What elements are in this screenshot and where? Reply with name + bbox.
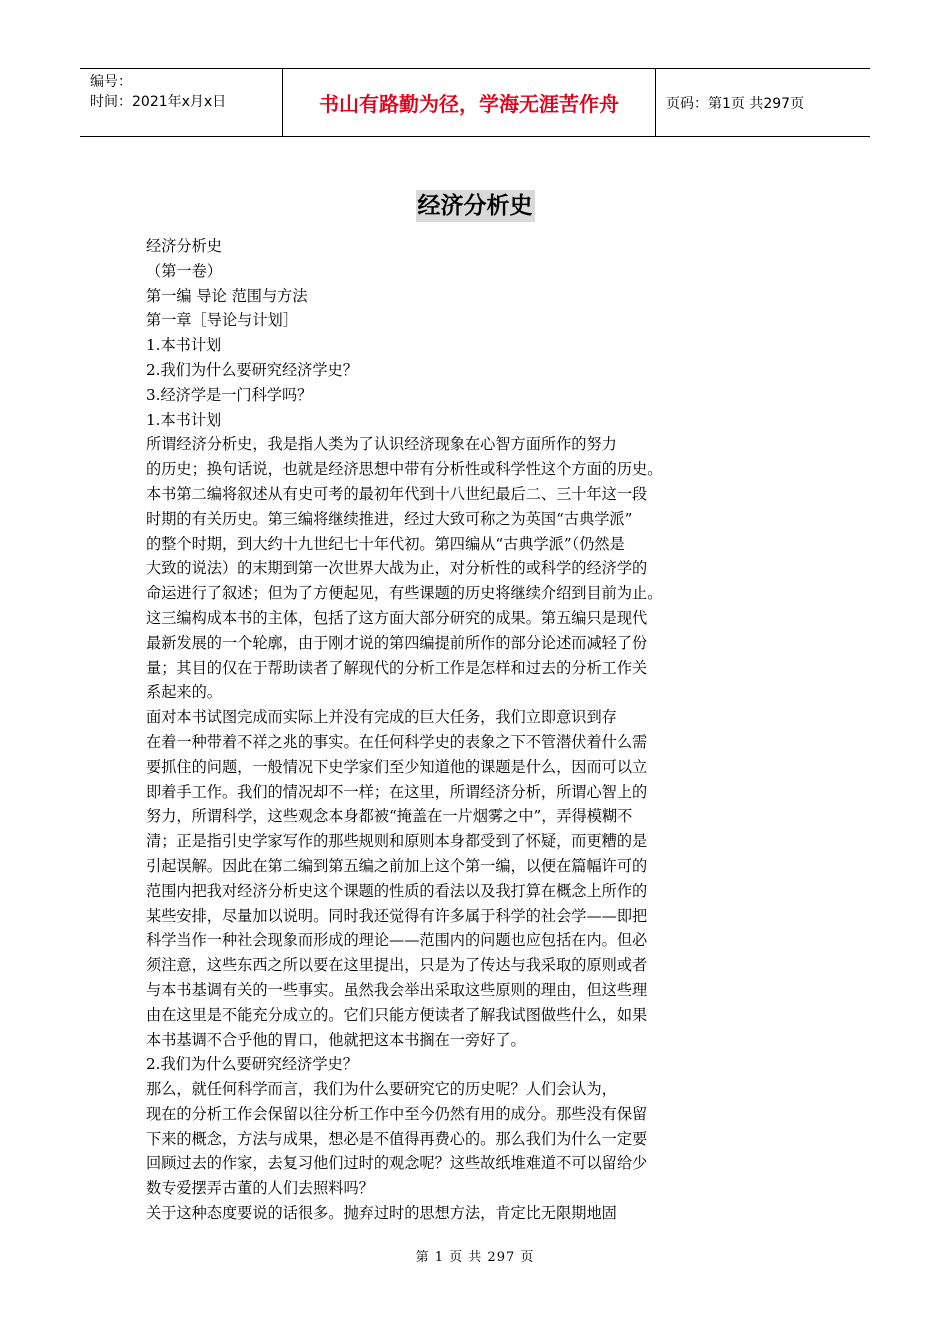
- header-meta: [80, 69, 283, 136]
- body-line: 数专爱摆弄古董的人们去照料吗？: [146, 1179, 374, 1198]
- body-line: 第一编 导论 范围与方法: [146, 286, 308, 305]
- body-line: 量；其目的仅在于帮助读者了解现代的分析工作是怎样和过去的分析工作关: [146, 658, 648, 677]
- document-number-label: 编号：: [90, 74, 132, 90]
- body-line: 1.本书计划: [146, 336, 222, 355]
- body-line: 回顾过去的作家，去复习他们过时的观念呢？这些故纸堆难道不可以留给少: [146, 1154, 648, 1173]
- body-line: 本书第二编将叙述从有史可考的最初年代到十八世纪最后二、三十年这一段: [146, 484, 648, 503]
- body-line: 引起误解。因此在第二编到第五编之前加上这个第一编，以便在篇幅许可的: [146, 856, 648, 875]
- header-motto: 书山有路勤为径，学海无涯苦作舟: [283, 69, 656, 136]
- body-line: 的整个时期，到大约十九世纪七十年代初。第四编从“古典学派”（仍然是: [146, 534, 625, 553]
- body-line: 本书基调不合乎他的胃口，他就把这本书搁在一旁好了。: [146, 1030, 526, 1049]
- body-line: 面对本书试图完成而实际上并没有完成的巨大任务，我们立即意识到存: [146, 708, 617, 727]
- body-line: 努力，所谓科学，这些观念本身都被“掩盖在一片烟雾之中”，弄得模糊不: [146, 807, 633, 826]
- body-line: 2.我们为什么要研究经济学史？: [146, 360, 358, 379]
- body-line: 经济分析史: [146, 237, 222, 255]
- page-footer: 第 1 页 共 297 页: [415, 1250, 535, 1265]
- body-line: 须注意，这些东西之所以要在这里提出，只是为了传达与我采取的原则或者: [146, 956, 648, 975]
- body-line: 2.我们为什么要研究经济学史？: [146, 1055, 358, 1074]
- page-header: [80, 68, 870, 137]
- body-line: 系起来的。: [146, 683, 222, 702]
- body-line: 现在的分析工作会保留以往分析工作中至今仍然有用的成分。那些没有保留: [146, 1104, 648, 1123]
- body-line: 范围内把我对经济分析史这个课题的性质的看法以及我打算在概念上所作的: [146, 881, 648, 900]
- document-time-label: 时间：2021年x月x日: [90, 94, 227, 110]
- body-line: 所谓经济分析史，我是指人类为了认识经济现象在心智方面所作的努力: [146, 435, 617, 454]
- body-line: 时期的有关历史。第三编将继续推进，经过大致可称之为英国“古典学派”: [146, 509, 633, 528]
- body-line: 清；正是指引史学家写作的那些规则和原则本身都受到了怀疑，而更糟的是: [146, 832, 648, 851]
- body-line: 由在这里是不能充分成立的。它们只能方便读者了解我试图做些什么，如果: [146, 1005, 648, 1024]
- document-body: [146, 234, 706, 1226]
- body-line: 的历史；换句话说，也就是经济思想中带有分析性或科学性这个方面的历史。: [146, 460, 663, 479]
- body-line: （第一卷）: [146, 261, 222, 280]
- body-line: 某些安排，尽量加以说明。同时我还觉得有许多属于科学的社会学——即把: [146, 906, 648, 925]
- body-line: 大致的说法）的末期到第一次世界大战为止，对分析性的或科学的经济学的: [146, 559, 648, 578]
- body-line: 在着一种带着不祥之兆的事实。在任何科学史的表象之下不管潜伏着什么需: [146, 732, 648, 751]
- body-line: 这三编构成本书的主体，包括了这方面大部分研究的成果。第五编只是现代: [146, 608, 648, 627]
- document-title: 经济分析史: [416, 190, 535, 222]
- header-page-info: 页码：第1页 共297页: [666, 95, 805, 112]
- body-line: 命运进行了叙述；但为了方便起见，有些课题的历史将继续介绍到目前为止。: [146, 584, 663, 603]
- body-line: 与本书基调有关的一些事实。虽然我会举出采取这些原则的理由，但这些理: [146, 980, 648, 999]
- body-line: 科学当作一种社会现象而形成的理论——范围内的问题也应包括在内。但必: [146, 931, 648, 950]
- body-line: 最新发展的一个轮廓，由于刚才说的第四编提前所作的部分论述而减轻了份: [146, 633, 648, 652]
- body-line: 下来的概念，方法与成果，想必是不值得再费心的。那么我们为什么一定要: [146, 1129, 648, 1148]
- body-line: 即着手工作。我们的情况却不一样；在这里，所谓经济分析，所谓心智上的: [146, 782, 648, 801]
- body-line: 要抓住的问题，一般情况下史学家们至少知道他的课题是什么，因而可以立: [146, 757, 648, 776]
- body-line: 1.本书计划: [146, 410, 222, 429]
- body-line: 那么，就任何科学而言，我们为什么要研究它的历史呢？人们会认为，: [146, 1080, 617, 1099]
- body-line: 关于这种态度要说的话很多。抛弃过时的思想方法，肯定比无限期地固: [146, 1204, 617, 1223]
- body-line: 第一章［导论与计划］: [146, 311, 298, 330]
- title-container: [0, 190, 950, 222]
- body-line: 3.经济学是一门科学吗？: [146, 385, 313, 404]
